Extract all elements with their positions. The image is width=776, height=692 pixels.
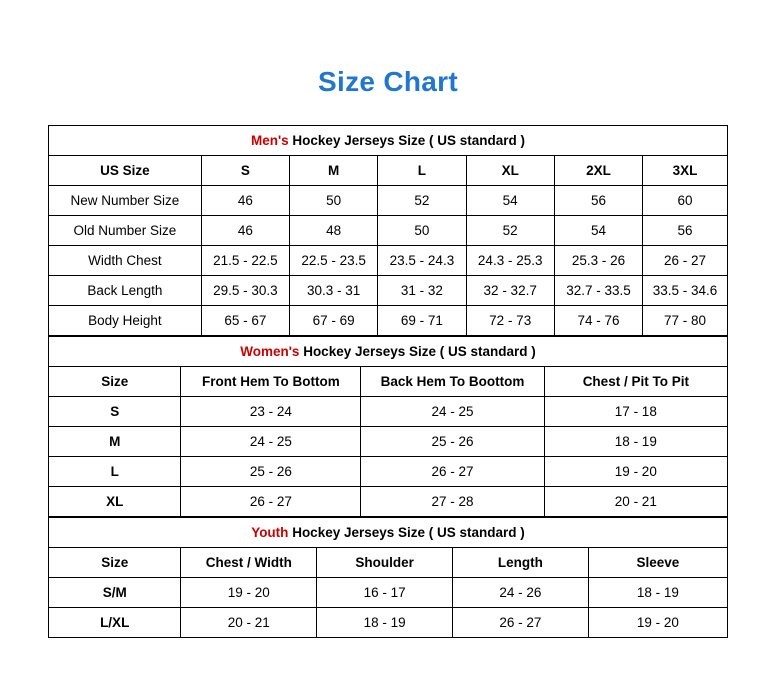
mens-col-header-6: 3XL xyxy=(643,156,728,186)
table-row xyxy=(49,276,728,306)
table-row xyxy=(49,427,728,457)
womens-section-header-row xyxy=(49,337,728,367)
womens-col-header-2: Back Hem To Boottom xyxy=(361,367,544,397)
youth-cell-0-3: 18 - 19 xyxy=(588,578,727,608)
table-row xyxy=(49,216,728,246)
mens-col-header-3: L xyxy=(378,156,466,186)
mens-col-header-5: 2XL xyxy=(554,156,642,186)
table-row xyxy=(49,306,728,336)
womens-col-header-0: Size xyxy=(49,367,181,397)
mens-cell-0-3: 54 xyxy=(466,186,554,216)
mens-cell-1-1: 48 xyxy=(290,216,378,246)
mens-cell-0-5: 60 xyxy=(643,186,728,216)
youth-section-header-row xyxy=(49,518,728,548)
youth-size-table xyxy=(48,517,728,638)
mens-row-label-0: New Number Size xyxy=(49,186,202,216)
womens-cell-2-2: 19 - 20 xyxy=(544,457,727,487)
mens-row-label-4: Body Height xyxy=(49,306,202,336)
youth-cell-1-2: 26 - 27 xyxy=(452,608,588,638)
youth-col-header-2: Shoulder xyxy=(317,548,453,578)
youth-cell-0-2: 24 - 26 xyxy=(452,578,588,608)
mens-section-header-row xyxy=(49,126,728,156)
youth-col-header-4: Sleeve xyxy=(588,548,727,578)
size-chart-container xyxy=(48,125,728,638)
table-row xyxy=(49,487,728,517)
womens-row-label-3: XL xyxy=(49,487,181,517)
mens-size-table xyxy=(48,125,728,336)
mens-cell-2-3: 24.3 - 25.3 xyxy=(466,246,554,276)
mens-col-header-2: M xyxy=(290,156,378,186)
mens-cell-4-2: 69 - 71 xyxy=(378,306,466,336)
womens-cell-3-2: 20 - 21 xyxy=(544,487,727,517)
mens-header-rest: Hockey Jerseys Size ( US standard ) xyxy=(288,133,526,148)
mens-cell-1-5: 56 xyxy=(643,216,728,246)
womens-col-header-1: Front Hem To Bottom xyxy=(181,367,361,397)
womens-cell-0-0: 23 - 24 xyxy=(181,397,361,427)
mens-cell-4-5: 77 - 80 xyxy=(643,306,728,336)
mens-cell-4-4: 74 - 76 xyxy=(554,306,642,336)
youth-col-header-0: Size xyxy=(49,548,181,578)
youth-section-header xyxy=(49,518,728,548)
mens-row-label-1: Old Number Size xyxy=(49,216,202,246)
mens-col-header-4: XL xyxy=(466,156,554,186)
mens-header-accent: Men's xyxy=(250,133,289,148)
womens-size-table xyxy=(48,336,728,517)
mens-cell-1-2: 50 xyxy=(378,216,466,246)
mens-cell-0-4: 56 xyxy=(554,186,642,216)
mens-cell-2-0: 21.5 - 22.5 xyxy=(201,246,289,276)
table-row xyxy=(49,397,728,427)
womens-section-header xyxy=(49,337,728,367)
mens-cell-4-1: 67 - 69 xyxy=(290,306,378,336)
youth-col-header-1: Chest / Width xyxy=(181,548,317,578)
mens-cell-3-0: 29.5 - 30.3 xyxy=(201,276,289,306)
table-row xyxy=(49,578,728,608)
mens-cell-3-1: 30.3 - 31 xyxy=(290,276,378,306)
womens-column-header-row xyxy=(49,367,728,397)
youth-column-header-row xyxy=(49,548,728,578)
womens-cell-2-1: 26 - 27 xyxy=(361,457,544,487)
youth-cell-1-0: 20 - 21 xyxy=(181,608,317,638)
womens-row-label-1: M xyxy=(49,427,181,457)
mens-col-header-1: S xyxy=(201,156,289,186)
mens-col-header-0: US Size xyxy=(49,156,202,186)
womens-cell-1-0: 24 - 25 xyxy=(181,427,361,457)
womens-cell-0-1: 24 - 25 xyxy=(361,397,544,427)
mens-cell-1-3: 52 xyxy=(466,216,554,246)
youth-cell-0-0: 19 - 20 xyxy=(181,578,317,608)
mens-cell-0-1: 50 xyxy=(290,186,378,216)
table-row xyxy=(49,186,728,216)
mens-cell-2-5: 26 - 27 xyxy=(643,246,728,276)
youth-cell-1-1: 18 - 19 xyxy=(317,608,453,638)
mens-cell-2-1: 22.5 - 23.5 xyxy=(290,246,378,276)
mens-cell-3-5: 33.5 - 34.6 xyxy=(643,276,728,306)
mens-cell-3-4: 32.7 - 33.5 xyxy=(554,276,642,306)
mens-cell-4-0: 65 - 67 xyxy=(201,306,289,336)
mens-cell-0-2: 52 xyxy=(378,186,466,216)
mens-cell-1-0: 46 xyxy=(201,216,289,246)
youth-header-accent: Youth xyxy=(251,525,289,540)
womens-cell-0-2: 17 - 18 xyxy=(544,397,727,427)
mens-cell-1-4: 54 xyxy=(554,216,642,246)
youth-col-header-3: Length xyxy=(452,548,588,578)
womens-cell-3-1: 27 - 28 xyxy=(361,487,544,517)
page-title: Size Chart xyxy=(318,66,458,97)
womens-header-rest: Hockey Jerseys Size ( US standard ) xyxy=(299,344,536,359)
youth-row-label-0: S/M xyxy=(49,578,181,608)
youth-row-label-1: L/XL xyxy=(49,608,181,638)
womens-header-accent: Women's xyxy=(240,344,300,359)
mens-row-label-3: Back Length xyxy=(49,276,202,306)
mens-cell-2-2: 23.5 - 24.3 xyxy=(378,246,466,276)
table-row xyxy=(49,457,728,487)
womens-row-label-2: L xyxy=(49,457,181,487)
womens-col-header-3: Chest / Pit To Pit xyxy=(544,367,727,397)
womens-cell-1-1: 25 - 26 xyxy=(361,427,544,457)
table-row xyxy=(49,608,728,638)
mens-row-label-2: Width Chest xyxy=(49,246,202,276)
mens-column-header-row xyxy=(49,156,728,186)
mens-cell-4-3: 72 - 73 xyxy=(466,306,554,336)
mens-cell-0-0: 46 xyxy=(201,186,289,216)
womens-cell-1-2: 18 - 19 xyxy=(544,427,727,457)
mens-cell-3-2: 31 - 32 xyxy=(378,276,466,306)
youth-cell-0-1: 16 - 17 xyxy=(317,578,453,608)
mens-cell-2-4: 25.3 - 26 xyxy=(554,246,642,276)
womens-cell-3-0: 26 - 27 xyxy=(181,487,361,517)
mens-section-header xyxy=(49,126,728,156)
table-row xyxy=(49,246,728,276)
womens-row-label-0: S xyxy=(49,397,181,427)
womens-cell-2-0: 25 - 26 xyxy=(181,457,361,487)
mens-cell-3-3: 32 - 32.7 xyxy=(466,276,554,306)
youth-cell-1-3: 19 - 20 xyxy=(588,608,727,638)
youth-header-rest: Hockey Jerseys Size ( US standard ) xyxy=(288,525,525,540)
